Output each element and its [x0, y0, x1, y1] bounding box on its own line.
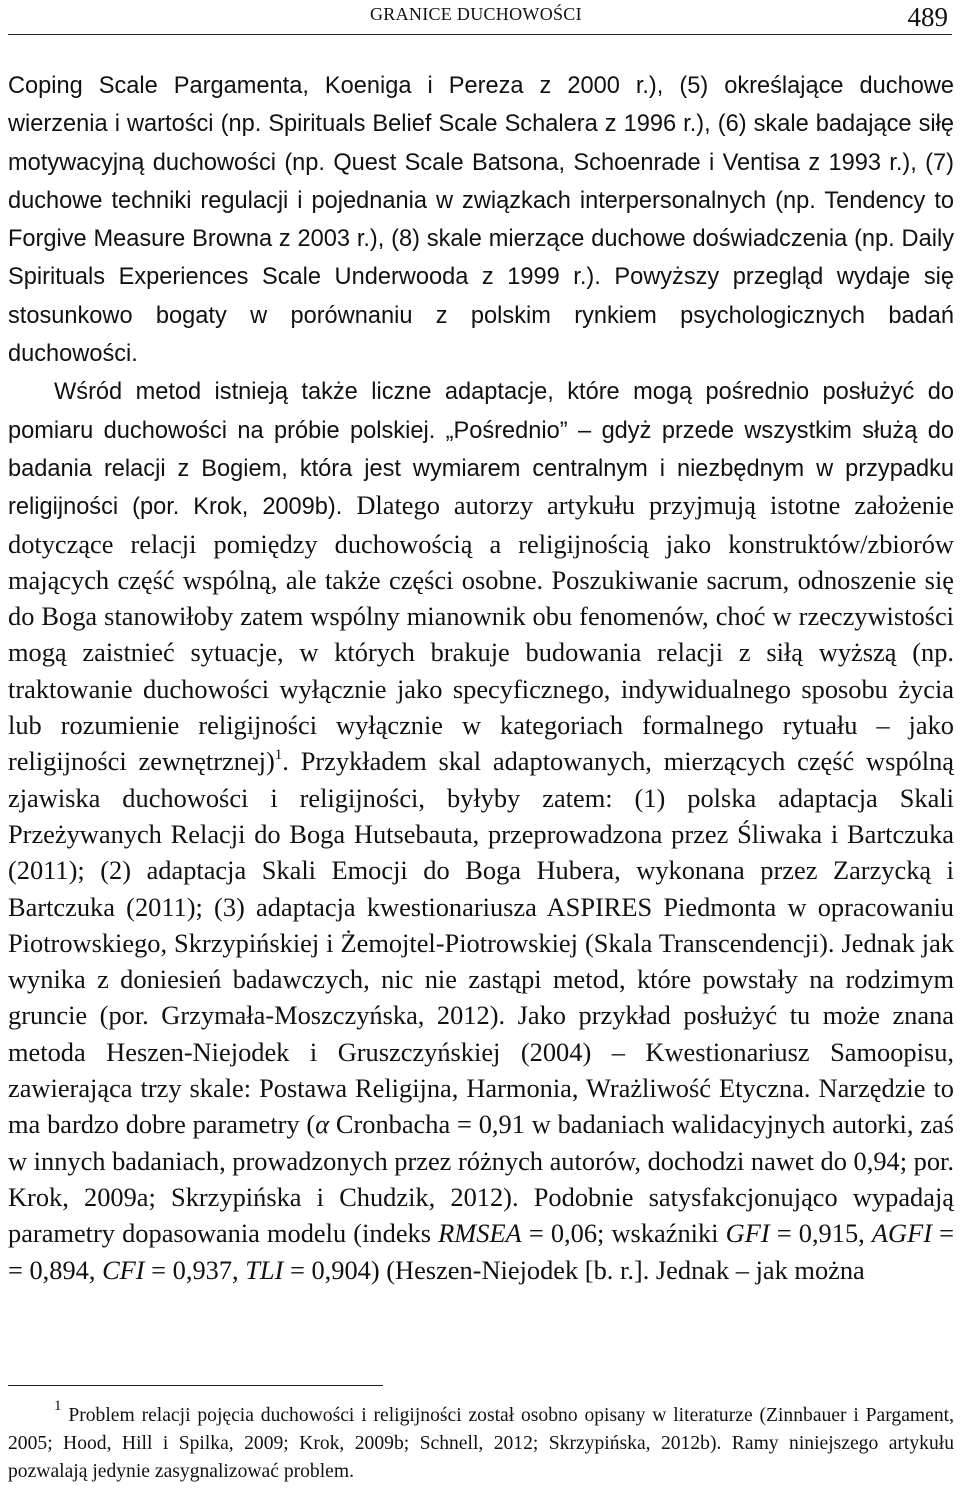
paragraph-2-text-d: = 0,06; wskaźniki: [521, 1218, 726, 1249]
agfi-term: AGFI: [871, 1218, 932, 1249]
footnote-text: Problem relacji pojęcia duchowości i religijności został osobno opisany w literaturze (Zinnbauer i Pargament, 2005; Hood, Hill i Spilka, 2009; Krok, 2009b; Schnell, 2012; Skrzypińska, 2012b). Ramy niniejszego artykułu pozwalają jedynie zasygnalizować problem.: [8, 1405, 954, 1482]
rmsea-term: RMSEA: [438, 1218, 522, 1249]
paragraph-1: [8, 66, 954, 372]
paragraph-2-text-a: Dlatego autorzy artykułu przyjmują istotne założenie dotyczące relacji pomiędzy duchowością a religijnością jako konstruktów/zbiorów mających część wspólną, ale także części osobne. Poszukiwanie sacrum, odnoszenie się do Boga stanowiłoby zatem wspólny mianownik obu fenomenów, choć w rzeczywistości mogą zaistnieć sytuacje, w których brakuje budowania relacji z siłą wyższą (np. traktowanie duchowości wyłącznie jako specyficznego, indywidualnego sposobu życia lub rozumienie religijności wyłącznie w kategoriach formalnego rytuału – jako religijności zewnętrznej): [8, 490, 954, 777]
paragraph-2-sans-text: Wśród metod istnieją także liczne adaptacje, które mogą pośrednio posłużyć do pomiaru duchowości na próbie polskiej. „Pośrednio” – gdyż przede wszystkim służą do badania relacji z Bogiem, która jest wymiarem centralnym i niezbędnym w przypadku religijności (por. Krok, 2009b).: [8, 379, 954, 521]
paragraph-2-text-f: = = 0,894,: [8, 1218, 955, 1285]
footnote-number: 1: [54, 1398, 62, 1414]
footnote-divider: [8, 1385, 383, 1386]
paragraph-2: [8, 372, 954, 1287]
page-number: 489: [907, 2, 948, 32]
paragraph-2-text-e: = 0,915,: [769, 1218, 872, 1249]
main-text: [8, 66, 954, 1288]
page-header: [8, 0, 952, 35]
paragraph-2-text-h: = 0,904) (Heszen-Niejodek [b. r.]. Jednak – jak można: [283, 1254, 865, 1285]
paragraph-2-text-g: = 0,937,: [144, 1254, 246, 1285]
paragraph-2-text-b: . Przykładem skal adaptowanych, mierzących część wspólną zjawiska duchowości i religijności, byłyby zatem: (1) polska adaptacja Skali Przeżywanych Relacji do Boga Hutsebauta, przeprowadzona przez Śliwaka i Bartczuka (2011); (2) adaptacja Skali Emocji do Boga Hubera, wykonana przez Zarzycką i Bartczuka (2011); (3) adaptacja kwestionariusza ASPIRES Piedmonta w opracowaniu Piotrowskiego, Skrzypińskiej i Żemojtel-Piotrowskiej (Skala Transcendencji). Jednak jak wynika z doniesień badawczych, nic nie zastąpi metod, które powstały na rodzimym gruncie (por. Grzymała-Moszczyńska, 2012). Jako przykład posłużyć tu może znana metoda Heszen-Niejodek i Gruszczyńskiej (2004) – Kwestionariusz Samoopisu, zawierająca trzy skale: Postawa Religijna, Harmonia, Wrażliwość Etyczna. Narzędzie to ma bardzo dobre parametry (: [8, 746, 954, 1140]
paragraph-1-text: Coping Scale Pargamenta, Koeniga i Pereza z 2000 r.), (5) określające duchowe wierzenia i wartości (np. Spirituals Belief Scale Schalera z 1996 r.), (6) skale badające siłę motywacyjną duchowości (np. Quest Scale Batsona, Schoenrade i Ventisa z 1993 r.), (7) duchowe techniki regulacji i pojednania w związkach interpersonalnych (np. Tendency to Forgive Measure Browna z 2003 r.), (8) skale mierzące duchowe doświadczenia (np. Daily Spirituals Experiences Scale Underwooda z 1999 r.). Powyższy przegląd wydaje się stosunkowo bogaty w porównaniu z polskim rynkiem psychologicznych badań duchowości.: [8, 73, 954, 368]
paragraph-2-text-c: Cronbacha = 0,91 w badaniach walidacyjnych autorki, zaś w innych badaniach, prowadzonych przez różnych autorów, dochodzi nawet do 0,94; por. Krok, 2009a; Skrzypińska i Chudzik, 2012). Podobnie satysfakcjonująco wypadają parametry dopasowania modelu (indeks: [8, 1109, 954, 1249]
tli-term: TLI: [245, 1254, 284, 1285]
cfi-term: CFI: [102, 1254, 145, 1285]
gfi-term: GFI: [725, 1218, 770, 1249]
footnote-1: [8, 1398, 954, 1486]
footnote-reference: 1: [274, 747, 283, 764]
running-title: GRANICE DUCHOWOŚCI: [370, 4, 582, 24]
footnotes: [8, 1398, 954, 1486]
alpha-symbol: α: [315, 1109, 330, 1140]
